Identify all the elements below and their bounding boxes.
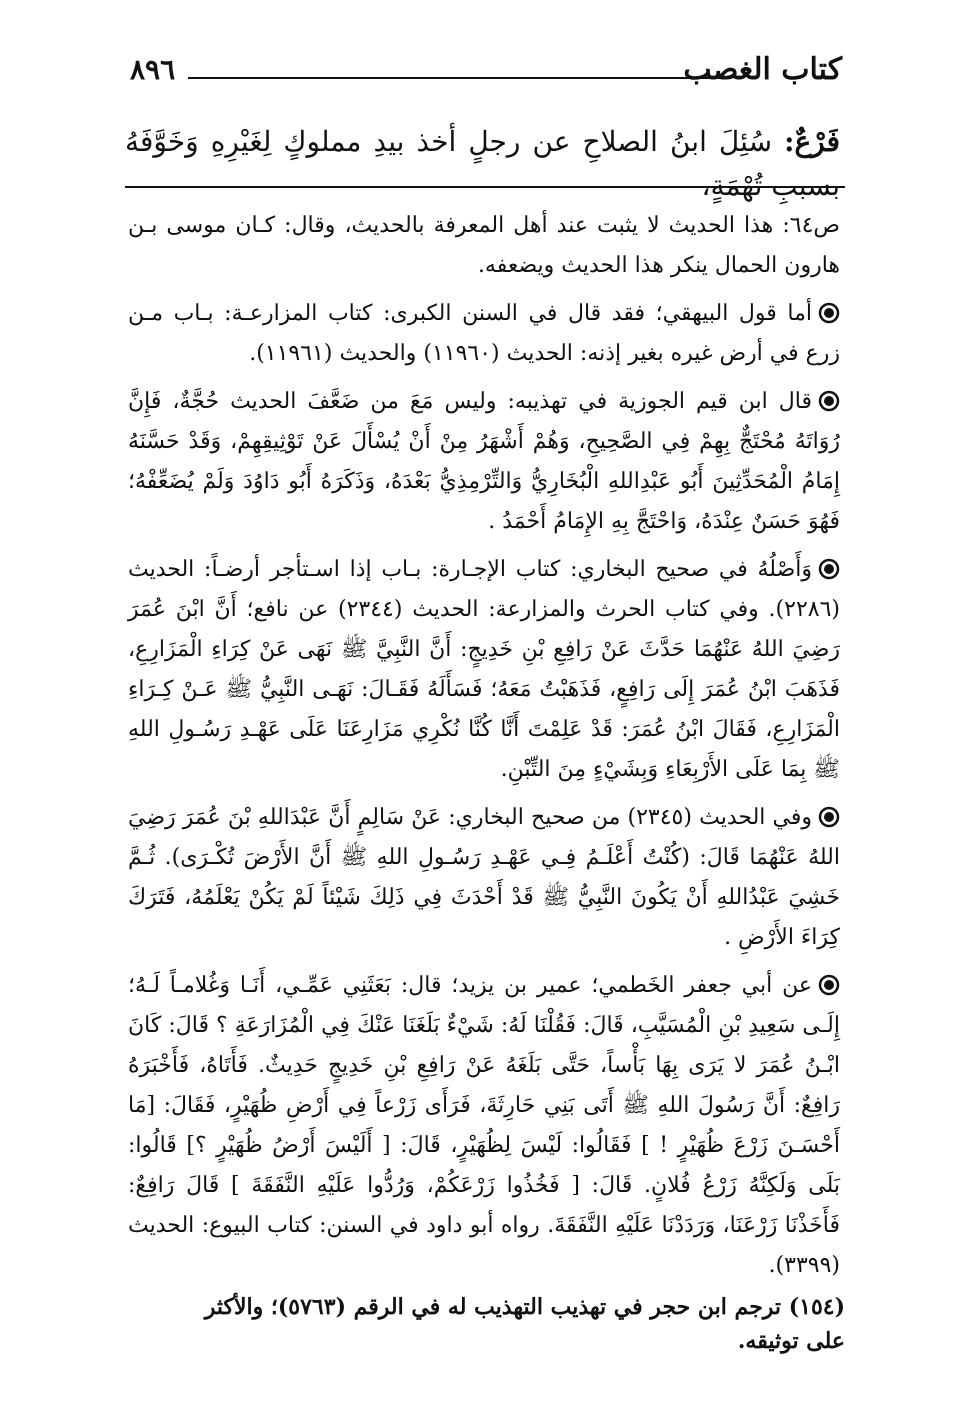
footnote-text: أما قول البيهقي؛ فقد قال في السنن الكبرى: كتاب المزارعـة: بـاب مـن زرع في أرض غيره بغير إذنه: الحديث (١١٩٦٠) والحديث (١١٩٦١). xyxy=(128,301,840,366)
footnote-text: ص٦٤: هذا الحديث لا يثبت عند أهل المعرفة بالحديث، وقال: كـان موسى بـن هارون الحمال ينكر هذا الحديث ويضعفه. xyxy=(128,213,840,278)
footnote-paragraph xyxy=(128,382,840,542)
section-label: فَرْعٌ: xyxy=(784,125,841,158)
footnotes-block xyxy=(128,206,840,1294)
bullet-icon xyxy=(818,558,840,580)
page-number: ٨٩٦ xyxy=(130,53,176,86)
footnote-paragraph xyxy=(128,966,840,1286)
chapter-title: كتاب الغصب xyxy=(683,52,842,87)
footnote-paragraph xyxy=(128,294,840,374)
bullet-icon xyxy=(818,390,840,412)
page-header xyxy=(130,52,842,88)
footnote-text: وَأَصْلُهُ في صحيح البخاري: كتاب الإجـارة: بـاب إذا اسـتأجر أرضـاً: الحديث (٢٢٨٦). وفي كتاب الحرث والمزارعة: الحديث (٢٣٤٤) عن نافع؛ أَنَّ ابْنَ عُمَرَ رَضِيَ اللهُ عَنْهُمَا حَدَّثَ عَنْ رَافِعِ بْنِ خَدِيجٍ: أَنَّ النَّبِيَّ ﷺ نَهَى عَنْ كِرَاءِ الْمَزَارِعِ، فَذَهَبَ ابْنُ عُمَرَ إِلَى رَافِعٍ، فَذَهَبْتُ مَعَهُ؛ فَسَأَلَهُ فَقَـالَ: نَهَـى النَّبِيُّ ﷺ عَـنْ كِـرَاءِ الْمَزَارِعِ، فَقَالَ ابْنُ عُمَرَ: قَدْ عَلِمْتَ أَنَّا كُنَّا نُكْرِي مَزَارِعَنَا عَلَى عَهْـدِ رَسُـولِ اللهِ ﷺ بِمَا عَلَى الأَرْبِعَاءِ وَبِشَيْءٍ مِنَ التِّبْنِ. xyxy=(128,557,840,782)
footnote-text: وفي الحديث (٢٣٤٥) من صحيح البخاري: عَنْ سَالِمٍ أَنَّ عَبْدَاللهِ بْنَ عُمَرَ رَضِيَ اللهُ عَنْهُمَا قَالَ: (كُنْتُ أَعْلَـمُ فِـي عَهْـدِ رَسُـولِ اللهِ ﷺ أَنَّ الأَرْضَ تُكْـرَى). ثُـمَّ خَشِيَ عَبْدُاللهِ أَنْ يَكُونَ النَّبِيُّ ﷺ قَدْ أَحْدَثَ فِي ذَلِكَ شَيْئاً لَمْ يَكُنْ يَعْلَمُهُ، فَتَرَكَ كِرَاءَ الأَرْضِ . xyxy=(128,805,840,950)
footnote-text: قال ابن قيم الجوزية في تهذيبه: وليس مَعَ من ضَعَّفَ الحديث حُجَّةٌ، فَإِنَّ رُوَاتَهُ مُحْتَجٌّ بِهِمْ فِي الصَّحِيحِ، وَهُمْ أَشْهَرُ مِنْ أَنْ يُسْأَلَ عَنْ تَوْثِيقِهِمْ، وَقَدْ حَسَّنَهُ إِمَامُ الْمُحَدِّثِينَ أَبُو عَبْدِاللهِ الْبُخَارِيُّ وَالتِّرْمِذِيُّ بَعْدَهُ، وَذَكَرَهُ أَبُو دَاوُدَ وَلَمْ يُضَعِّفْهُ؛ فَهُوَ حَسَنٌ عِنْدَهُ، وَاحْتَجَّ بِهِ الإِمَامُ أَحْمَدُ . xyxy=(128,389,840,534)
bullet-icon xyxy=(818,806,840,828)
header-rule xyxy=(188,77,722,79)
footnote-paragraph xyxy=(128,798,840,958)
bullet-icon xyxy=(818,974,840,996)
footnote-paragraph xyxy=(128,206,840,286)
numbered-footnote: (١٥٤) ترجم ابن حجر في تهذيب التهذيب له في الرقم (٥٧٦٣)؛ والأكثر على توثيقه. xyxy=(204,1294,845,1354)
bullet-icon xyxy=(818,302,840,324)
footnote-separator xyxy=(125,186,845,188)
main-text-body: سُئِلَ ابنُ الصلاحِ عن رجلٍ أخذ بيدِ مملوكٍ لِغَيْرِهِ وَخَوَّفَهُ بسببِ تُهْمَةٍ، xyxy=(125,125,840,202)
footnote-text: عن أبي جعفر الخَطمي؛ عمير بن يزيد؛ قال: بَعَثَنِي عَمِّـي، أَنَـا وَغُلامـاً لَـهُ؛ إِلَـى سَعِيدِ بْنِ الْمُسَيَّبِ، قَالَ: فَقُلْنَا لَهُ: شَيْءٌ بَلَغَنَا عَنْكَ فِي الْمُزَارَعَةِ ؟ قَالَ: كَانَ ابْـنُ عُمَرَ لا يَرَى بِهَا بَأْساً، حَتَّى بَلَغَهُ عَنْ رَافِعِ بْنِ خَدِيجٍ حَدِيثٌ. فَأَتَاهُ، فَأَخْبَرَهُ رَافِعٌ: أَنَّ رَسُولَ اللهِ ﷺ أَتَى بَنِي حَارِثَةَ، فَرَأَى زَرْعاً فِي أَرْضِ ظُهَيْرٍ، فَقَالَ: [مَا أَحْسَـنَ زَرْعَ ظُهَيْرٍ ! ] فَقَالُوا: لَيْسَ لِظُهَيْرٍ، قَالَ: [ أَلَيْسَ أَرْضُ ظُهَيْرٍ ؟] قَالُوا: بَلَى وَلَكِنَّهُ زَرْعُ فُلانٍ. قَالَ: [ فَخُذُوا زَرْعَكُمْ، وَرُدُّوا عَلَيْهِ النَّفَقَةَ ] قَالَ رَافِعٌ: فَأَخَذْنَا زَرْعَنَا، وَرَدَدْنَا عَلَيْهِ النَّفَقَةَ. رواه أبو داود في السنن: كتاب البيوع: الحديث (٣٣٩٩). xyxy=(128,973,840,1278)
footnote-paragraph xyxy=(128,550,840,790)
main-text xyxy=(125,120,840,208)
